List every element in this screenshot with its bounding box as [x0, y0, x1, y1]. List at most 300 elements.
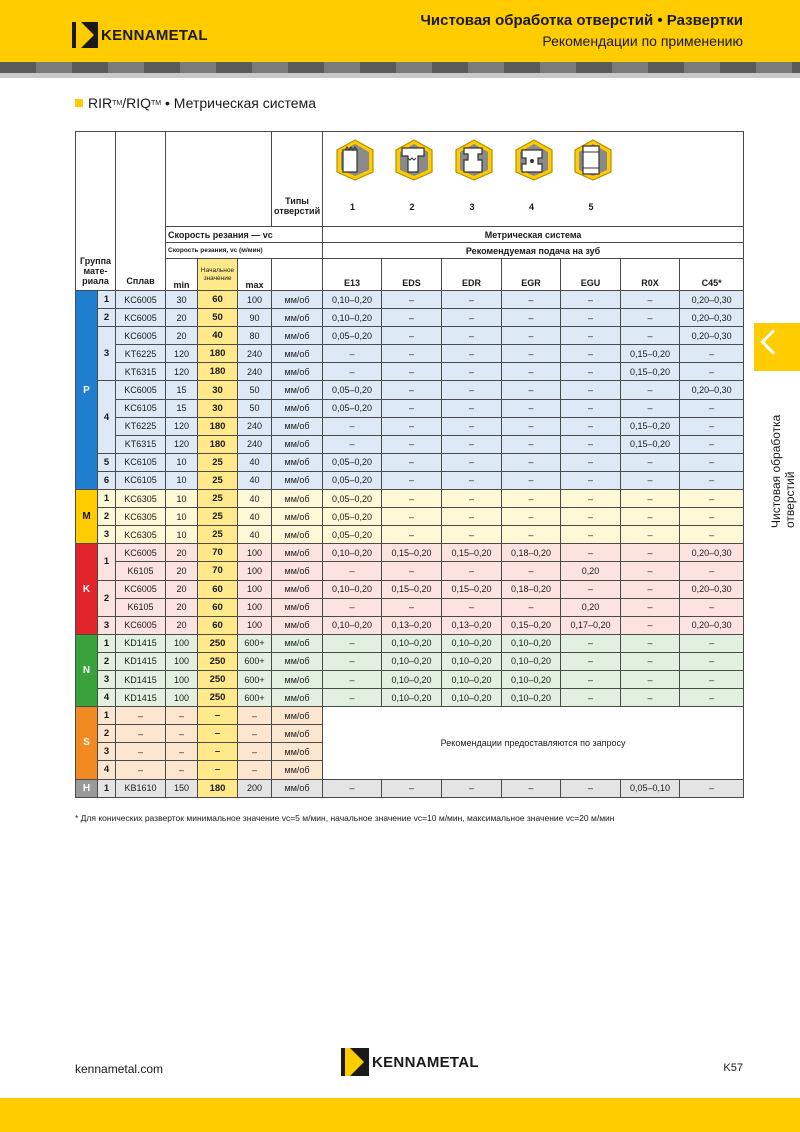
feed-cell: –: [680, 399, 744, 417]
speed-max-cell: 40: [238, 490, 272, 508]
speed-initial-cell: 25: [198, 508, 238, 526]
feed-cell: –: [621, 580, 680, 598]
feed-cell: 0,20–0,30: [680, 291, 744, 309]
feed-cell: 0,13–0,20: [382, 616, 442, 634]
speed-min-cell: 20: [166, 580, 198, 598]
unit-cell: мм/об: [272, 634, 323, 652]
metric-system-header: Метрическая система: [323, 227, 744, 243]
feed-cell: –: [680, 779, 744, 797]
feed-cell: –: [382, 363, 442, 381]
feed-cell: –: [502, 309, 561, 327]
feed-cell: –: [382, 562, 442, 580]
feed-cell: –: [382, 327, 442, 345]
feed-cell: 0,15–0,20: [621, 363, 680, 381]
material-subgroup: 5: [98, 453, 116, 471]
hole-type-5-icon: [571, 138, 615, 182]
feed-cell: 0,05–0,20: [323, 471, 382, 489]
unit-cell: мм/об: [272, 725, 323, 743]
feed-cell: 0,05–0,20: [323, 453, 382, 471]
section-title-main: RIR: [88, 95, 113, 111]
feed-cell: –: [323, 634, 382, 652]
speed-min-cell: 20: [166, 309, 198, 327]
speed-initial-cell: 60: [198, 291, 238, 309]
speed-max-cell: –: [238, 707, 272, 725]
speed-min-cell: 10: [166, 453, 198, 471]
table-row: [76, 544, 744, 562]
feed-cell: 0,20–0,30: [680, 616, 744, 634]
speed-min-cell: –: [166, 707, 198, 725]
material-group-S: S: [76, 707, 98, 779]
material-subgroup: 3: [98, 670, 116, 688]
feed-cell: 0,15–0,20: [621, 345, 680, 363]
feed-cell: –: [382, 417, 442, 435]
feed-cell: –: [382, 381, 442, 399]
table-row: [76, 598, 744, 616]
alloy-cell: –: [116, 725, 166, 743]
unit-cell: мм/об: [272, 327, 323, 345]
table-row: [76, 634, 744, 652]
speed-max-cell: 100: [238, 616, 272, 634]
hole-type-number: 4: [529, 202, 535, 212]
speed-max-cell: 40: [238, 453, 272, 471]
feed-cell: –: [561, 327, 621, 345]
geometry-header: C45*: [680, 259, 744, 291]
feed-cell: 0,20: [561, 598, 621, 616]
speed-min-cell: 20: [166, 562, 198, 580]
feed-cell: –: [502, 598, 561, 616]
feed-cell: –: [323, 435, 382, 453]
feed-cell: –: [442, 363, 502, 381]
feed-cell: –: [680, 652, 744, 670]
feed-cell: –: [561, 345, 621, 363]
speed-max-cell: 90: [238, 309, 272, 327]
table-row: [76, 327, 744, 345]
feed-cell: –: [680, 598, 744, 616]
feed-cell: –: [323, 689, 382, 707]
feed-cell: –: [382, 490, 442, 508]
feed-cell: 0,10–0,20: [382, 652, 442, 670]
speed-min-cell: –: [166, 761, 198, 779]
alloy-cell: K6105: [116, 598, 166, 616]
geometry-header: EGR: [502, 259, 561, 291]
alloy-cell: KT6315: [116, 435, 166, 453]
unit-cell: мм/об: [272, 345, 323, 363]
speed-max-cell: 100: [238, 562, 272, 580]
geometry-header: EDS: [382, 259, 442, 291]
group-header: Группа мате-риала: [76, 132, 116, 291]
feed-cell: 0,10–0,20: [502, 652, 561, 670]
feed-cell: –: [680, 435, 744, 453]
footer-bar: [0, 1098, 800, 1132]
feed-cell: 0,20–0,30: [680, 381, 744, 399]
unit-cell: мм/об: [272, 743, 323, 761]
speed-initial-cell: 60: [198, 598, 238, 616]
feed-cell: –: [621, 508, 680, 526]
geometry-header: EGU: [561, 259, 621, 291]
feed-cell: 0,15–0,20: [442, 544, 502, 562]
alloy-cell: KC6005: [116, 381, 166, 399]
feed-cell: 0,20–0,30: [680, 544, 744, 562]
speed-max-cell: 40: [238, 526, 272, 544]
unit-cell: мм/об: [272, 490, 323, 508]
table-row: [76, 435, 744, 453]
feed-cell: –: [680, 508, 744, 526]
alloy-cell: KC6005: [116, 291, 166, 309]
speed-min-cell: 20: [166, 598, 198, 616]
feed-cell: 0,15–0,20: [382, 580, 442, 598]
feed-cell: 0,10–0,20: [382, 634, 442, 652]
speed-min-cell: 100: [166, 634, 198, 652]
material-subgroup: 2: [98, 309, 116, 327]
feed-cell: 0,10–0,20: [502, 689, 561, 707]
hole-types-label: Типы отверстий: [272, 132, 323, 227]
speed-max-cell: 240: [238, 435, 272, 453]
table-row: [76, 580, 744, 598]
speed-initial-cell: 180: [198, 363, 238, 381]
feed-cell: 0,05–0,10: [621, 779, 680, 797]
speed-min-cell: 20: [166, 327, 198, 345]
feed-cell: –: [323, 598, 382, 616]
speed-initial-cell: 25: [198, 471, 238, 489]
feed-cell: –: [502, 417, 561, 435]
feed-cell: –: [382, 399, 442, 417]
material-subgroup: 1: [98, 544, 116, 580]
feed-cell: –: [680, 453, 744, 471]
speed-max-cell: 40: [238, 508, 272, 526]
feed-cell: –: [502, 381, 561, 399]
table-row: [76, 381, 744, 399]
unit-cell: мм/об: [272, 453, 323, 471]
feed-cell: –: [502, 363, 561, 381]
feed-cell: –: [680, 417, 744, 435]
request-note: Рекомендации предоставляются по запросу: [323, 707, 744, 779]
unit-header: [272, 259, 323, 291]
material-subgroup: 3: [98, 616, 116, 634]
unit-cell: мм/об: [272, 562, 323, 580]
feed-cell: 0,10–0,20: [382, 689, 442, 707]
table-row: [76, 309, 744, 327]
feed-cell: –: [621, 381, 680, 399]
feed-cell: –: [680, 689, 744, 707]
feed-cell: –: [323, 562, 382, 580]
table-row: [76, 526, 744, 544]
feed-cell: –: [442, 327, 502, 345]
feed-cell: –: [561, 309, 621, 327]
feed-cell: –: [502, 291, 561, 309]
material-group-H: H: [76, 779, 98, 797]
speed-initial-cell: 250: [198, 634, 238, 652]
speed-initial-cell: 25: [198, 490, 238, 508]
feed-cell: 0,10–0,20: [502, 634, 561, 652]
feed-cell: –: [621, 616, 680, 634]
feed-cell: 0,20–0,30: [680, 327, 744, 345]
speed-initial-cell: –: [198, 725, 238, 743]
feed-cell: –: [621, 526, 680, 544]
alloy-cell: KC6105: [116, 471, 166, 489]
hole-type-number: 1: [350, 202, 356, 212]
feed-cell: 0,10–0,20: [323, 309, 382, 327]
feed-cell: –: [323, 417, 382, 435]
feed-cell: –: [621, 291, 680, 309]
unit-cell: мм/об: [272, 309, 323, 327]
feed-cell: –: [561, 291, 621, 309]
geometry-header: EDR: [442, 259, 502, 291]
feed-cell: –: [382, 309, 442, 327]
feed-cell: –: [561, 670, 621, 688]
feed-cell: –: [621, 544, 680, 562]
feed-cell: 0,15–0,20: [621, 435, 680, 453]
table-row: [76, 670, 744, 688]
speed-min-cell: 120: [166, 417, 198, 435]
feed-cell: –: [502, 490, 561, 508]
footnote: * Для конических разверток минимальное значение vc=5 м/мин, начальное значение vc=10 м/мин, максимальное значение vc=20 м/мин: [75, 813, 615, 823]
feed-cell: –: [561, 453, 621, 471]
section-title: [75, 95, 316, 111]
feed-cell: 0,10–0,20: [442, 670, 502, 688]
section-title-sep: /RIQ: [122, 95, 152, 111]
speed-header-blank: [166, 132, 272, 227]
unit-cell: мм/об: [272, 761, 323, 779]
material-subgroup: 1: [98, 291, 116, 309]
speed-initial-cell: 250: [198, 652, 238, 670]
speed-min-cell: 20: [166, 544, 198, 562]
feed-cell: –: [502, 345, 561, 363]
section-title-rest: • Метрическая система: [161, 95, 317, 111]
cutting-speed-header: Скорость резания — vc: [166, 227, 323, 243]
hole-type-1-icon: [333, 138, 377, 182]
speed-max-cell: 100: [238, 598, 272, 616]
feed-cell: 0,10–0,20: [323, 291, 382, 309]
speed-max-cell: 240: [238, 345, 272, 363]
speed-min-cell: 100: [166, 670, 198, 688]
feed-cell: –: [561, 363, 621, 381]
material-group-N: N: [76, 634, 98, 706]
feed-cell: 0,20–0,30: [680, 309, 744, 327]
table-row: [76, 363, 744, 381]
feed-cell: –: [442, 598, 502, 616]
feed-cell: –: [382, 435, 442, 453]
speed-initial-cell: 50: [198, 309, 238, 327]
speed-min-cell: 20: [166, 616, 198, 634]
feed-cell: –: [502, 453, 561, 471]
speed-initial-cell: 70: [198, 562, 238, 580]
feed-cell: –: [561, 580, 621, 598]
table-row: [76, 453, 744, 471]
table-row: [76, 291, 744, 309]
alloy-cell: KC6305: [116, 490, 166, 508]
feed-cell: 0,15–0,20: [621, 417, 680, 435]
alloy-cell: KC6005: [116, 327, 166, 345]
speed-min-cell: 10: [166, 471, 198, 489]
unit-cell: мм/об: [272, 291, 323, 309]
feed-cell: –: [561, 508, 621, 526]
feed-cell: –: [680, 363, 744, 381]
feed-cell: 0,10–0,20: [382, 670, 442, 688]
material-subgroup: 2: [98, 652, 116, 670]
feed-cell: –: [621, 598, 680, 616]
material-subgroup: 1: [98, 707, 116, 725]
feed-cell: 0,05–0,20: [323, 327, 382, 345]
table-row: [76, 616, 744, 634]
table-row: [76, 779, 744, 797]
feed-cell: –: [442, 490, 502, 508]
feed-cell: 0,18–0,20: [502, 580, 561, 598]
speed-min-cell: 15: [166, 399, 198, 417]
alloy-cell: KC6105: [116, 453, 166, 471]
table-row: [76, 471, 744, 489]
alloy-cell: KT6315: [116, 363, 166, 381]
material-group-P: P: [76, 291, 98, 490]
speed-initial-cell: 70: [198, 544, 238, 562]
feed-cell: –: [621, 309, 680, 327]
speed-max-cell: 600+: [238, 652, 272, 670]
material-subgroup: 2: [98, 580, 116, 616]
kennametal-k-icon: [72, 22, 98, 48]
speed-min-cell: –: [166, 743, 198, 761]
table-row: [76, 652, 744, 670]
alloy-cell: KC6005: [116, 616, 166, 634]
feed-cell: –: [382, 508, 442, 526]
material-group-K: K: [76, 544, 98, 634]
speed-initial-cell: 180: [198, 345, 238, 363]
speed-min-cell: 150: [166, 779, 198, 797]
material-subgroup: 3: [98, 743, 116, 761]
feed-cell: 0,10–0,20: [442, 652, 502, 670]
feed-cell: 0,20–0,30: [680, 580, 744, 598]
speed-max-cell: 240: [238, 417, 272, 435]
hole-type-number: 5: [588, 202, 594, 212]
feed-cell: –: [561, 471, 621, 489]
material-subgroup: 2: [98, 508, 116, 526]
feed-cell: –: [621, 670, 680, 688]
table-row: [76, 689, 744, 707]
trademark-1: TM: [112, 99, 123, 107]
feed-cell: –: [561, 652, 621, 670]
unit-cell: мм/об: [272, 598, 323, 616]
feed-cell: –: [382, 779, 442, 797]
feed-cell: –: [442, 562, 502, 580]
max-header: max: [238, 259, 272, 291]
feed-cell: –: [621, 327, 680, 345]
table-row: [76, 562, 744, 580]
feed-cell: 0,15–0,20: [442, 580, 502, 598]
speed-max-cell: 600+: [238, 634, 272, 652]
speed-max-cell: 40: [238, 471, 272, 489]
initial-header: Начальное значение: [198, 259, 238, 291]
speed-min-cell: 100: [166, 689, 198, 707]
cutting-speed-unit: Скорость резания, vc (м/мин): [166, 243, 323, 259]
feed-cell: –: [680, 490, 744, 508]
feed-cell: 0,15–0,20: [382, 544, 442, 562]
feed-cell: –: [680, 471, 744, 489]
alloy-cell: –: [116, 707, 166, 725]
alloy-cell: KC6005: [116, 309, 166, 327]
recommendations-table: [75, 131, 744, 798]
speed-min-cell: 120: [166, 345, 198, 363]
feed-cell: –: [382, 291, 442, 309]
unit-cell: мм/об: [272, 417, 323, 435]
feed-cell: 0,10–0,20: [442, 689, 502, 707]
unit-cell: мм/об: [272, 689, 323, 707]
feed-per-tooth-header: Рекомендуемая подача на зуб: [323, 243, 744, 259]
material-subgroup: 4: [98, 381, 116, 453]
feed-cell: –: [680, 526, 744, 544]
feed-cell: –: [561, 399, 621, 417]
speed-min-cell: 120: [166, 435, 198, 453]
speed-initial-cell: –: [198, 761, 238, 779]
material-subgroup: 4: [98, 689, 116, 707]
kennametal-logo: [72, 22, 208, 48]
feed-cell: –: [502, 435, 561, 453]
footer-url-link[interactable]: kennametal.com: [75, 1062, 164, 1076]
feed-cell: –: [561, 544, 621, 562]
hole-type-number: 2: [409, 202, 415, 212]
table-row: [76, 508, 744, 526]
feed-cell: 0,05–0,20: [323, 399, 382, 417]
alloy-cell: KD1415: [116, 634, 166, 652]
material-subgroup: 2: [98, 725, 116, 743]
speed-max-cell: 50: [238, 381, 272, 399]
alloy-header: Сплав: [116, 132, 166, 291]
feed-cell: –: [442, 779, 502, 797]
alloy-cell: KC6305: [116, 526, 166, 544]
speed-min-cell: 10: [166, 526, 198, 544]
feed-cell: 0,10–0,20: [442, 634, 502, 652]
speed-initial-cell: 250: [198, 670, 238, 688]
speed-initial-cell: 250: [198, 689, 238, 707]
logo-wordmark: KENNAMETAL: [101, 26, 208, 44]
feed-cell: 0,18–0,20: [502, 544, 561, 562]
speed-max-cell: 50: [238, 399, 272, 417]
footer-logo: [341, 1048, 479, 1076]
feed-cell: –: [442, 526, 502, 544]
feed-cell: –: [621, 453, 680, 471]
unit-cell: мм/об: [272, 363, 323, 381]
chapter-tab-label: Чистовая обработка отверстий: [769, 414, 797, 528]
feed-cell: –: [680, 670, 744, 688]
feed-cell: 0,10–0,20: [323, 544, 382, 562]
unit-cell: мм/об: [272, 435, 323, 453]
speed-max-cell: 200: [238, 779, 272, 797]
speed-min-cell: 30: [166, 291, 198, 309]
speed-max-cell: 100: [238, 544, 272, 562]
speed-max-cell: 100: [238, 291, 272, 309]
chapter-tab[interactable]: [754, 323, 800, 371]
feed-cell: –: [561, 689, 621, 707]
feed-cell: –: [382, 345, 442, 363]
feed-cell: 0,05–0,20: [323, 381, 382, 399]
feed-cell: 0,10–0,20: [323, 616, 382, 634]
feed-cell: –: [502, 399, 561, 417]
speed-initial-cell: 30: [198, 399, 238, 417]
feed-cell: –: [680, 345, 744, 363]
speed-initial-cell: 60: [198, 616, 238, 634]
alloy-cell: K6105: [116, 562, 166, 580]
speed-min-cell: 120: [166, 363, 198, 381]
speed-max-cell: 600+: [238, 670, 272, 688]
unit-cell: мм/об: [272, 580, 323, 598]
feed-cell: –: [323, 363, 382, 381]
unit-cell: мм/об: [272, 670, 323, 688]
speed-min-cell: 100: [166, 652, 198, 670]
trademark-2: TM: [151, 99, 162, 107]
feed-cell: –: [502, 779, 561, 797]
feed-cell: –: [502, 562, 561, 580]
material-group-M: M: [76, 490, 98, 544]
alloy-cell: KC6005: [116, 544, 166, 562]
speed-min-cell: –: [166, 725, 198, 743]
feed-cell: –: [442, 399, 502, 417]
